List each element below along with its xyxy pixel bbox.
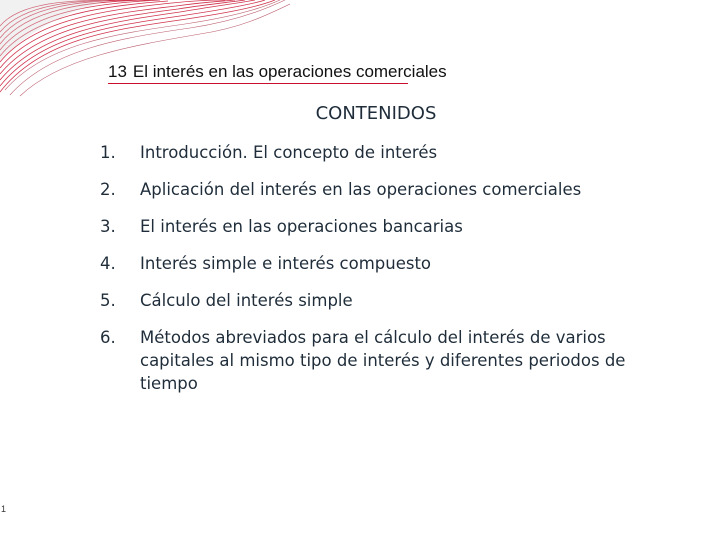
- list-item-number: 5.: [100, 291, 116, 310]
- list-item-text: El interés en las operaciones bancarias: [140, 217, 463, 236]
- list-item-number: 3.: [100, 217, 116, 236]
- list-item-number: 6.: [100, 328, 116, 347]
- list-item: [100, 215, 640, 238]
- chapter-number: 13: [108, 62, 127, 81]
- list-item: [100, 141, 640, 164]
- list-item-text: Introducción. El concepto de interés: [140, 143, 438, 162]
- list-item-text: Interés simple e interés compuesto: [140, 254, 432, 273]
- slide-number: 1: [1, 504, 7, 514]
- list-item-number: 1.: [100, 143, 116, 162]
- list-item-text: Aplicación del interés en las operaciones comerciales: [140, 180, 582, 199]
- contents-list: [100, 141, 640, 409]
- list-item-number: 4.: [100, 254, 116, 273]
- list-item: [100, 252, 640, 275]
- chapter-header: [108, 62, 447, 84]
- decorative-wave-graphic: [0, 0, 290, 100]
- list-item-text: Métodos abreviados para el cálculo del interés de varios capitales al mismo tipo de interés y diferentes periodos de tiempo: [140, 328, 626, 393]
- list-item: [100, 289, 640, 312]
- section-title: CONTENIDOS: [315, 103, 437, 124]
- list-item-text: Cálculo del interés simple: [140, 291, 353, 310]
- list-item: [100, 178, 640, 201]
- list-item-number: 2.: [100, 180, 116, 199]
- list-item: [100, 326, 640, 395]
- chapter-title: El interés en las operaciones comerciales: [132, 62, 447, 81]
